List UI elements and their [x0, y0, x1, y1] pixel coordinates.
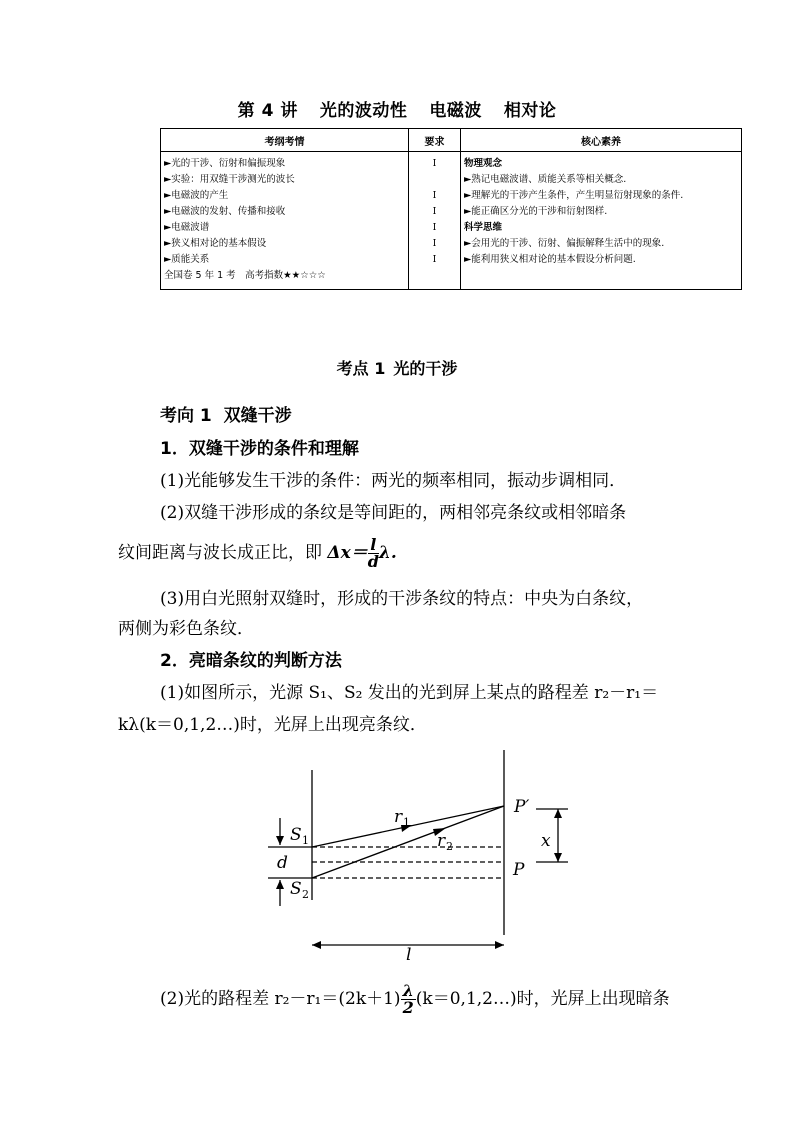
- paragraph-white-light-line2: 两侧为彩色条纹．: [118, 619, 254, 639]
- title-part: 电磁波: [429, 101, 482, 121]
- label-x: x: [541, 831, 551, 851]
- literacy-item: ►能正确区分光的干涉和衍射图样.: [464, 206, 608, 217]
- paragraph-dark-line1: [160, 982, 760, 1016]
- lecture-number: 第 4 讲: [237, 101, 298, 121]
- paragraph-spacing-line1: (2)双缝干涉形成的条纹是等间距的，两相邻亮条纹或相邻暗条: [160, 503, 627, 523]
- list-item: ►实验：用双缝干涉测光的波长: [164, 174, 295, 185]
- list-item: ►电磁波的产生: [164, 190, 229, 201]
- label-r2: r: [437, 831, 446, 851]
- exam-frequency: 全国卷 5 年 1 考 高考指数★★☆☆☆: [164, 270, 326, 281]
- paragraph-text: (1)光能够发生干涉的条件：两光的频率相同，振动步调相同．: [160, 471, 627, 491]
- formula-rhs: λ.: [378, 543, 397, 563]
- requirement-level: Ⅰ: [432, 238, 437, 249]
- literacy-category: 物理观念: [464, 158, 503, 169]
- section-label: 考点 1: [336, 359, 386, 378]
- label-s2-sub: 2: [302, 888, 309, 901]
- label-l: l: [406, 945, 412, 965]
- requirement-level: Ⅰ: [432, 206, 437, 217]
- list-item: ►质能关系: [164, 254, 210, 265]
- paragraph-bright-line1: (1)如图所示，光源 S₁、S₂ 发出的光到屏上某点的路程差 r₂－r₁＝: [160, 683, 659, 703]
- requirement-level: Ⅰ: [432, 190, 437, 201]
- label-s1: S: [290, 825, 302, 845]
- title-part: 光的波动性: [319, 101, 408, 121]
- label-r1: r: [394, 807, 403, 827]
- requirement-level: Ⅰ: [432, 254, 437, 265]
- fraction-numerator: l: [368, 537, 379, 554]
- list-item: ►狭义相对论的基本假设: [164, 238, 267, 249]
- fraction-numerator: λ: [402, 981, 414, 1000]
- paragraph-text: (k＝0,1,2…)时，光屏上出现暗条: [415, 989, 670, 1009]
- fraction: [401, 983, 416, 1016]
- arrowhead-l-right: [495, 941, 504, 949]
- formula-lhs: Δx＝: [327, 543, 368, 563]
- label-p: P: [513, 860, 525, 880]
- paragraph-text: (2)光的路程差 r₂－r₁＝(2k＋1): [160, 989, 401, 1009]
- subsection-title: 双缝干涉: [223, 406, 292, 426]
- arrowhead-x-top: [554, 809, 562, 818]
- arrowhead-l-left: [312, 941, 321, 949]
- label-s1-sub: 1: [302, 834, 309, 847]
- fraction-denominator: d: [367, 552, 379, 571]
- arrowhead-x-bottom: [554, 853, 562, 862]
- literacy-item: ►理解光的干涉产生条件，产生明显衍射现象的条件.: [464, 190, 684, 201]
- heading-conditions: 1．双缝干涉的条件和理解: [160, 439, 359, 459]
- column-header: 考纲考情: [161, 129, 409, 151]
- paragraph-white-light-line1: (3)用白光照射双缝时，形成的干涉条纹的特点：中央为白条纹，: [160, 589, 644, 609]
- label-p-prime: P′: [514, 797, 530, 817]
- literacy-item: ►熟记电磁波谱、质能关系等相关概念.: [464, 174, 627, 185]
- list-item: ►电磁波谱: [164, 222, 210, 233]
- requirement-level: Ⅰ: [432, 222, 437, 233]
- title-part: 相对论: [503, 101, 557, 121]
- heading-judgement: 2．亮暗条纹的判断方法: [160, 651, 342, 671]
- literacy-category: 科学思维: [464, 222, 503, 233]
- paragraph-bright-line2: kλ(k＝0,1,2…)时，光屏上出现亮条纹．: [118, 715, 427, 735]
- arrowhead-d-top: [276, 836, 284, 845]
- label-r2-sub: 2: [446, 840, 453, 853]
- column-header: 核心素养: [581, 136, 621, 148]
- list-item: ►电磁波的发射、传播和接收: [164, 206, 286, 217]
- fraction-denominator: 2: [402, 998, 414, 1017]
- requirement-level: Ⅰ: [432, 158, 437, 169]
- literacy-item: ►会用光的干涉、衍射、偏振解释生活中的现象.: [464, 238, 665, 249]
- literacy-item: ►能利用狭义相对论的基本假设分析问题.: [464, 254, 636, 265]
- paragraph-text: 纹间距离与波长成正比，即: [118, 543, 322, 563]
- section-title: 光的干涉: [393, 359, 458, 378]
- label-d: d: [277, 853, 288, 873]
- subsection-label: 考向 1: [160, 406, 212, 426]
- label-s2: S: [290, 879, 302, 899]
- label-r1-sub: 1: [403, 816, 410, 829]
- arrowhead-d-bottom: [276, 880, 284, 889]
- list-item: ►光的干涉、衍射和偏振现象: [164, 158, 286, 169]
- column-header: 要求: [409, 129, 461, 151]
